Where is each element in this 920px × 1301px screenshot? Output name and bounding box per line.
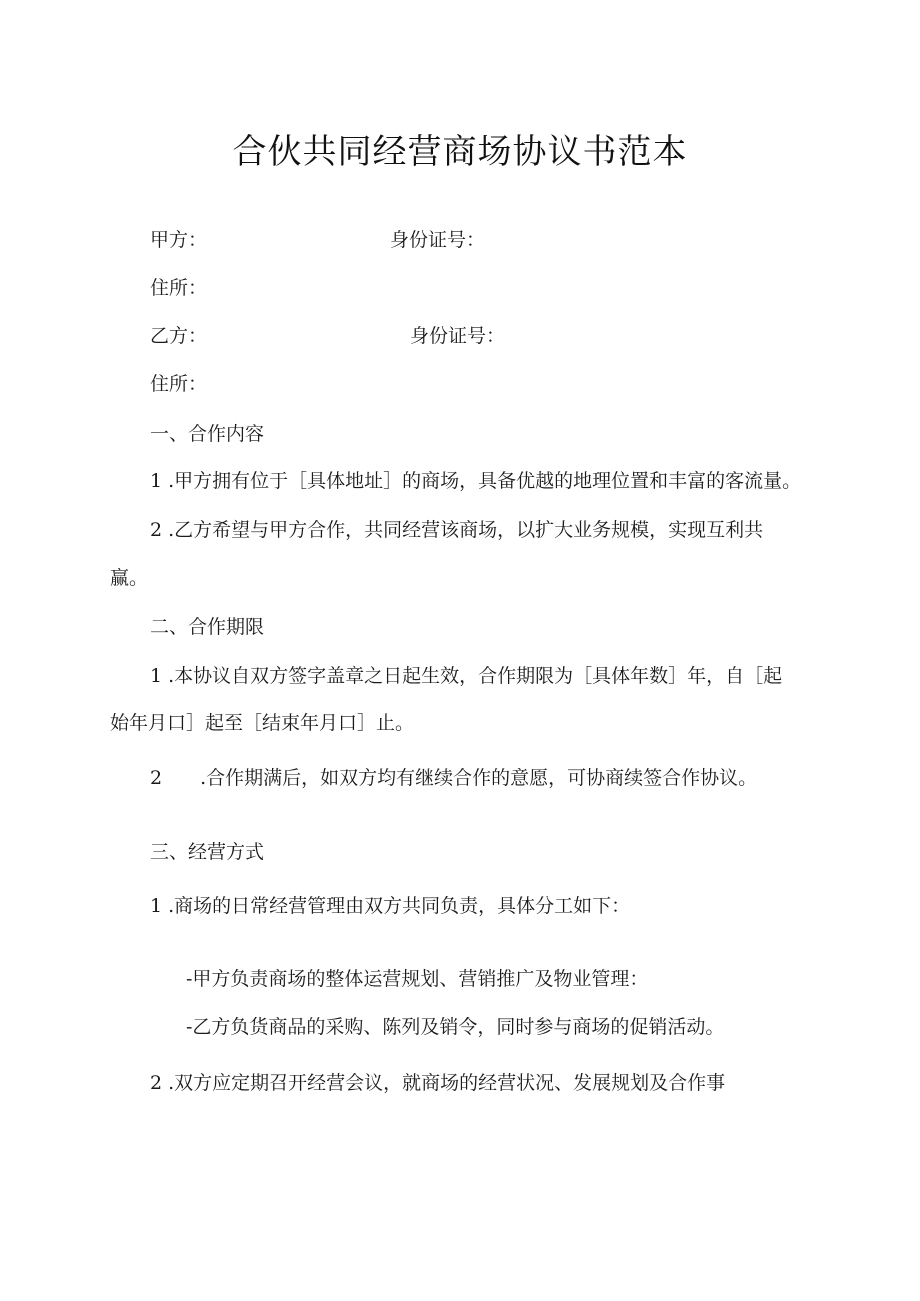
party-a-id-label: 身份证号：: [390, 229, 486, 251]
section-heading: 二、合作期限: [150, 616, 265, 638]
clause-text: 1 .本协议自双方签字盖章之日起生效，合作期限为［具体年数］年，自［起: [150, 665, 783, 687]
clause-text: 2 .合作期满后，如双方均有继续合作的意愿，可协商续签合作协议。: [150, 767, 758, 789]
clause-text: 2 .双方应定期召开经营会议，就商场的经营状况、发展规划及合作事: [150, 1072, 726, 1094]
clause-text: 1 .商场的日常经营管理由双方共同负责，具体分工如下：: [150, 895, 631, 917]
section-heading: 三、经营方式: [150, 841, 265, 863]
party-a-address-label: 住所：: [150, 277, 208, 299]
party-a-label: 甲方：: [150, 229, 208, 251]
clause-text: 1 .甲方拥有位于［具体地址］的商场，具备优越的地理位置和丰富的客流量。: [150, 470, 802, 492]
document-title: 合伙共同经营商场协议书范本: [232, 132, 688, 172]
party-b-id-label: 身份证号：: [410, 325, 506, 347]
clause-text-continuation: 赢。: [110, 567, 149, 589]
sub-clause-text: -甲方负责商场的整体运营规划、营销推广及物业管理：: [186, 968, 649, 990]
clause-text: 2 .乙方希望与甲方合作，共同经营该商场，以扩大业务规模，实现互利共: [150, 519, 764, 541]
party-b-label: 乙方：: [150, 325, 208, 347]
clause-text-continuation: 始年月口］起至［结束年月口］止。: [110, 712, 415, 734]
sub-clause-text: -乙方负货商品的采购、陈列及销令，同时参与商场的促销活动。: [186, 1016, 725, 1038]
party-b-address-label: 住所：: [150, 373, 208, 395]
section-heading: 一、合作内容: [150, 423, 265, 445]
